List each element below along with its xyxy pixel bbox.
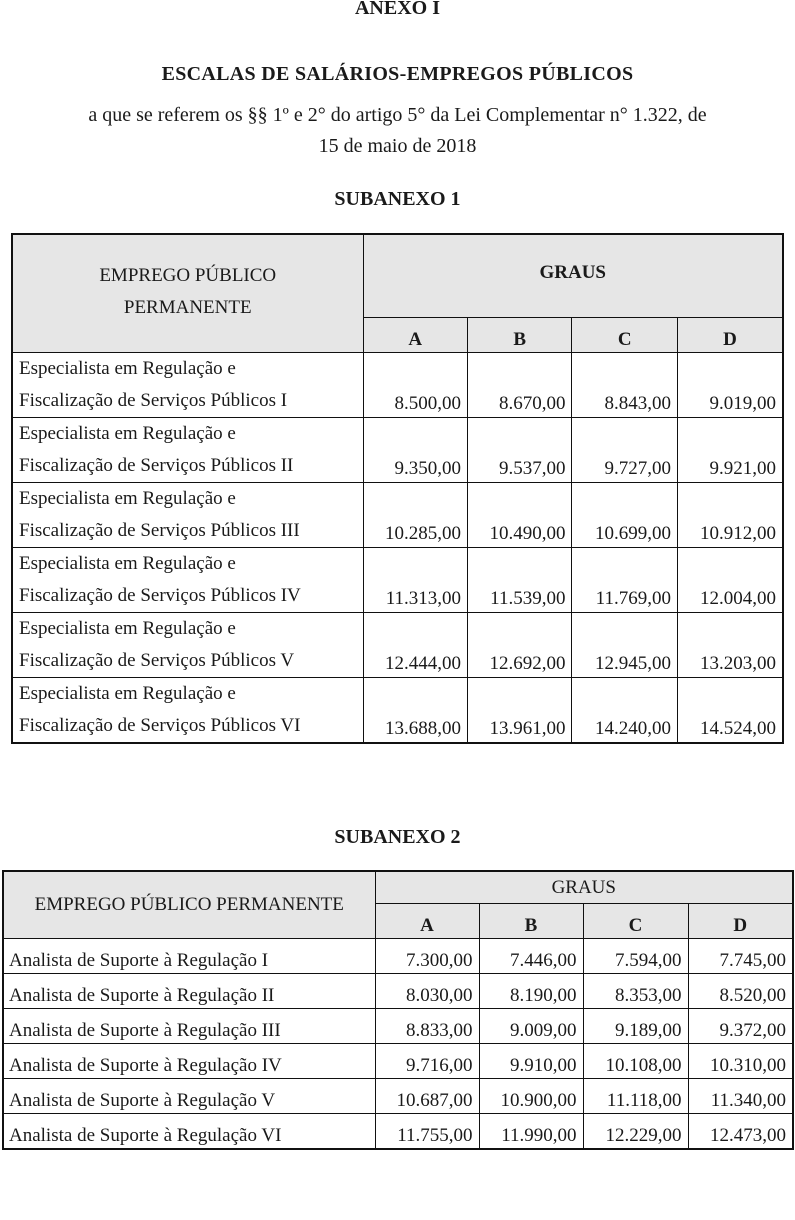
emprego-name-cell: Analista de Suporte à Regulação V <box>3 1079 375 1114</box>
salary-cell-c: 14.240,00 <box>572 678 678 744</box>
salary-cell-d: 7.745,00 <box>688 939 793 974</box>
salary-cell-d: 12.004,00 <box>677 548 783 613</box>
salary-cell-b: 9.537,00 <box>467 418 571 483</box>
graus-header: GRAUS <box>375 871 793 904</box>
table-row <box>12 418 783 483</box>
emprego-name-line-1: Especialista em Regulação e <box>19 423 236 444</box>
subanexo-1-table <box>11 233 784 744</box>
grade-header-b: B <box>479 904 583 939</box>
salary-cell-a: 10.285,00 <box>363 483 467 548</box>
table-row <box>12 678 783 744</box>
salary-cell-b: 8.670,00 <box>467 353 571 418</box>
grade-header-a: A <box>363 318 467 353</box>
column-header-emprego: EMPREGO PÚBLICO PERMANENTE <box>3 871 375 939</box>
salary-cell-a: 8.030,00 <box>375 974 479 1009</box>
salary-cell-b: 9.910,00 <box>479 1044 583 1079</box>
emprego-name-line-2: Fiscalização de Serviços Públicos V <box>19 650 295 671</box>
emprego-name-line-1: Especialista em Regulação e <box>19 683 236 704</box>
salary-cell-c: 7.594,00 <box>583 939 688 974</box>
salary-cell-c: 9.189,00 <box>583 1009 688 1044</box>
salary-cell-d: 10.310,00 <box>688 1044 793 1079</box>
table-row <box>3 1044 793 1079</box>
emprego-name-line-1: Especialista em Regulação e <box>19 358 236 379</box>
subtitle-line-2: 15 de maio de 2018 <box>318 135 477 157</box>
annex-title: ANEXO I <box>354 0 440 19</box>
salary-cell-a: 8.500,00 <box>363 353 467 418</box>
salary-cell-b: 10.900,00 <box>479 1079 583 1114</box>
salary-cell-b: 12.692,00 <box>467 613 571 678</box>
grade-header-d: D <box>677 318 783 353</box>
column-header-line-1: EMPREGO PÚBLICO <box>99 264 277 286</box>
salary-cell-d: 8.520,00 <box>688 974 793 1009</box>
emprego-name-line-1: Especialista em Regulação e <box>19 488 236 509</box>
salary-cell-a: 7.300,00 <box>375 939 479 974</box>
salary-cell-c: 8.843,00 <box>572 353 678 418</box>
salary-cell-b: 7.446,00 <box>479 939 583 974</box>
salary-cell-d: 14.524,00 <box>677 678 783 744</box>
column-header-emprego <box>12 234 363 353</box>
salary-cell-a: 11.755,00 <box>375 1114 479 1150</box>
salary-cell-c: 11.769,00 <box>572 548 678 613</box>
salary-cell-b: 8.190,00 <box>479 974 583 1009</box>
salary-cell-b: 10.490,00 <box>467 483 571 548</box>
grade-header-a: A <box>375 904 479 939</box>
salary-cell-c: 8.353,00 <box>583 974 688 1009</box>
subanexo-2-title: SUBANEXO 2 <box>334 826 461 848</box>
table-row <box>3 1009 793 1044</box>
emprego-name-cell: Analista de Suporte à Regulação II <box>3 974 375 1009</box>
salary-cell-d: 13.203,00 <box>677 613 783 678</box>
table-row <box>3 1114 793 1150</box>
emprego-name-cell <box>12 548 363 613</box>
salary-cell-a: 11.313,00 <box>363 548 467 613</box>
salary-cell-c: 12.945,00 <box>572 613 678 678</box>
salary-cell-d: 9.372,00 <box>688 1009 793 1044</box>
salary-cell-c: 11.118,00 <box>583 1079 688 1114</box>
salary-cell-b: 13.961,00 <box>467 678 571 744</box>
emprego-name-cell <box>12 418 363 483</box>
emprego-name-line-2: Fiscalização de Serviços Públicos IV <box>19 585 301 606</box>
salary-cell-c: 10.108,00 <box>583 1044 688 1079</box>
salary-cell-a: 12.444,00 <box>363 613 467 678</box>
salary-cell-d: 10.912,00 <box>677 483 783 548</box>
emprego-name-cell: Analista de Suporte à Regulação VI <box>3 1114 375 1150</box>
graus-header: GRAUS <box>363 234 783 318</box>
table-row <box>3 1079 793 1114</box>
salary-cell-c: 10.699,00 <box>572 483 678 548</box>
table-row <box>12 548 783 613</box>
emprego-name-line-2: Fiscalização de Serviços Públicos III <box>19 520 300 541</box>
subanexo-2-table <box>2 870 794 1150</box>
emprego-name-cell: Analista de Suporte à Regulação IV <box>3 1044 375 1079</box>
emprego-name-line-1: Especialista em Regulação e <box>19 553 236 574</box>
grade-header-b: B <box>467 318 571 353</box>
emprego-name-cell: Analista de Suporte à Regulação I <box>3 939 375 974</box>
grade-header-c: C <box>583 904 688 939</box>
salary-cell-a: 9.350,00 <box>363 418 467 483</box>
table-row <box>12 353 783 418</box>
emprego-name-cell <box>12 613 363 678</box>
grade-header-c: C <box>572 318 678 353</box>
emprego-name-cell <box>12 353 363 418</box>
emprego-name-cell <box>12 678 363 744</box>
emprego-name-cell: Analista de Suporte à Regulação III <box>3 1009 375 1044</box>
salary-cell-a: 10.687,00 <box>375 1079 479 1114</box>
salary-cell-a: 13.688,00 <box>363 678 467 744</box>
table-row <box>12 613 783 678</box>
table-row <box>12 483 783 548</box>
emprego-name-line-2: Fiscalização de Serviços Públicos II <box>19 455 294 476</box>
subanexo-1-title: SUBANEXO 1 <box>334 188 461 210</box>
salary-cell-b: 11.539,00 <box>467 548 571 613</box>
salary-cell-c: 9.727,00 <box>572 418 678 483</box>
salary-cell-b: 9.009,00 <box>479 1009 583 1044</box>
grade-header-d: D <box>688 904 793 939</box>
emprego-name-line-2: Fiscalização de Serviços Públicos I <box>19 390 288 411</box>
salary-cell-d: 11.340,00 <box>688 1079 793 1114</box>
emprego-name-line-1: Especialista em Regulação e <box>19 618 236 639</box>
salary-cell-c: 12.229,00 <box>583 1114 688 1150</box>
subtitle-line-1: a que se referem os §§ 1º e 2° do artigo 5° da Lei Complementar n° 1.322, de <box>88 104 707 126</box>
document-subtitle <box>0 100 795 162</box>
table-row <box>3 974 793 1009</box>
salary-cell-a: 9.716,00 <box>375 1044 479 1079</box>
salary-cell-d: 9.921,00 <box>677 418 783 483</box>
emprego-name-cell <box>12 483 363 548</box>
column-header-line-2: PERMANENTE <box>123 296 252 318</box>
salary-cell-d: 9.019,00 <box>677 353 783 418</box>
document-title: ESCALAS DE SALÁRIOS-EMPREGOS PÚBLICOS <box>161 63 634 85</box>
salary-cell-d: 12.473,00 <box>688 1114 793 1150</box>
salary-cell-b: 11.990,00 <box>479 1114 583 1150</box>
emprego-name-line-2: Fiscalização de Serviços Públicos VI <box>19 715 301 736</box>
table-row <box>3 939 793 974</box>
salary-cell-a: 8.833,00 <box>375 1009 479 1044</box>
